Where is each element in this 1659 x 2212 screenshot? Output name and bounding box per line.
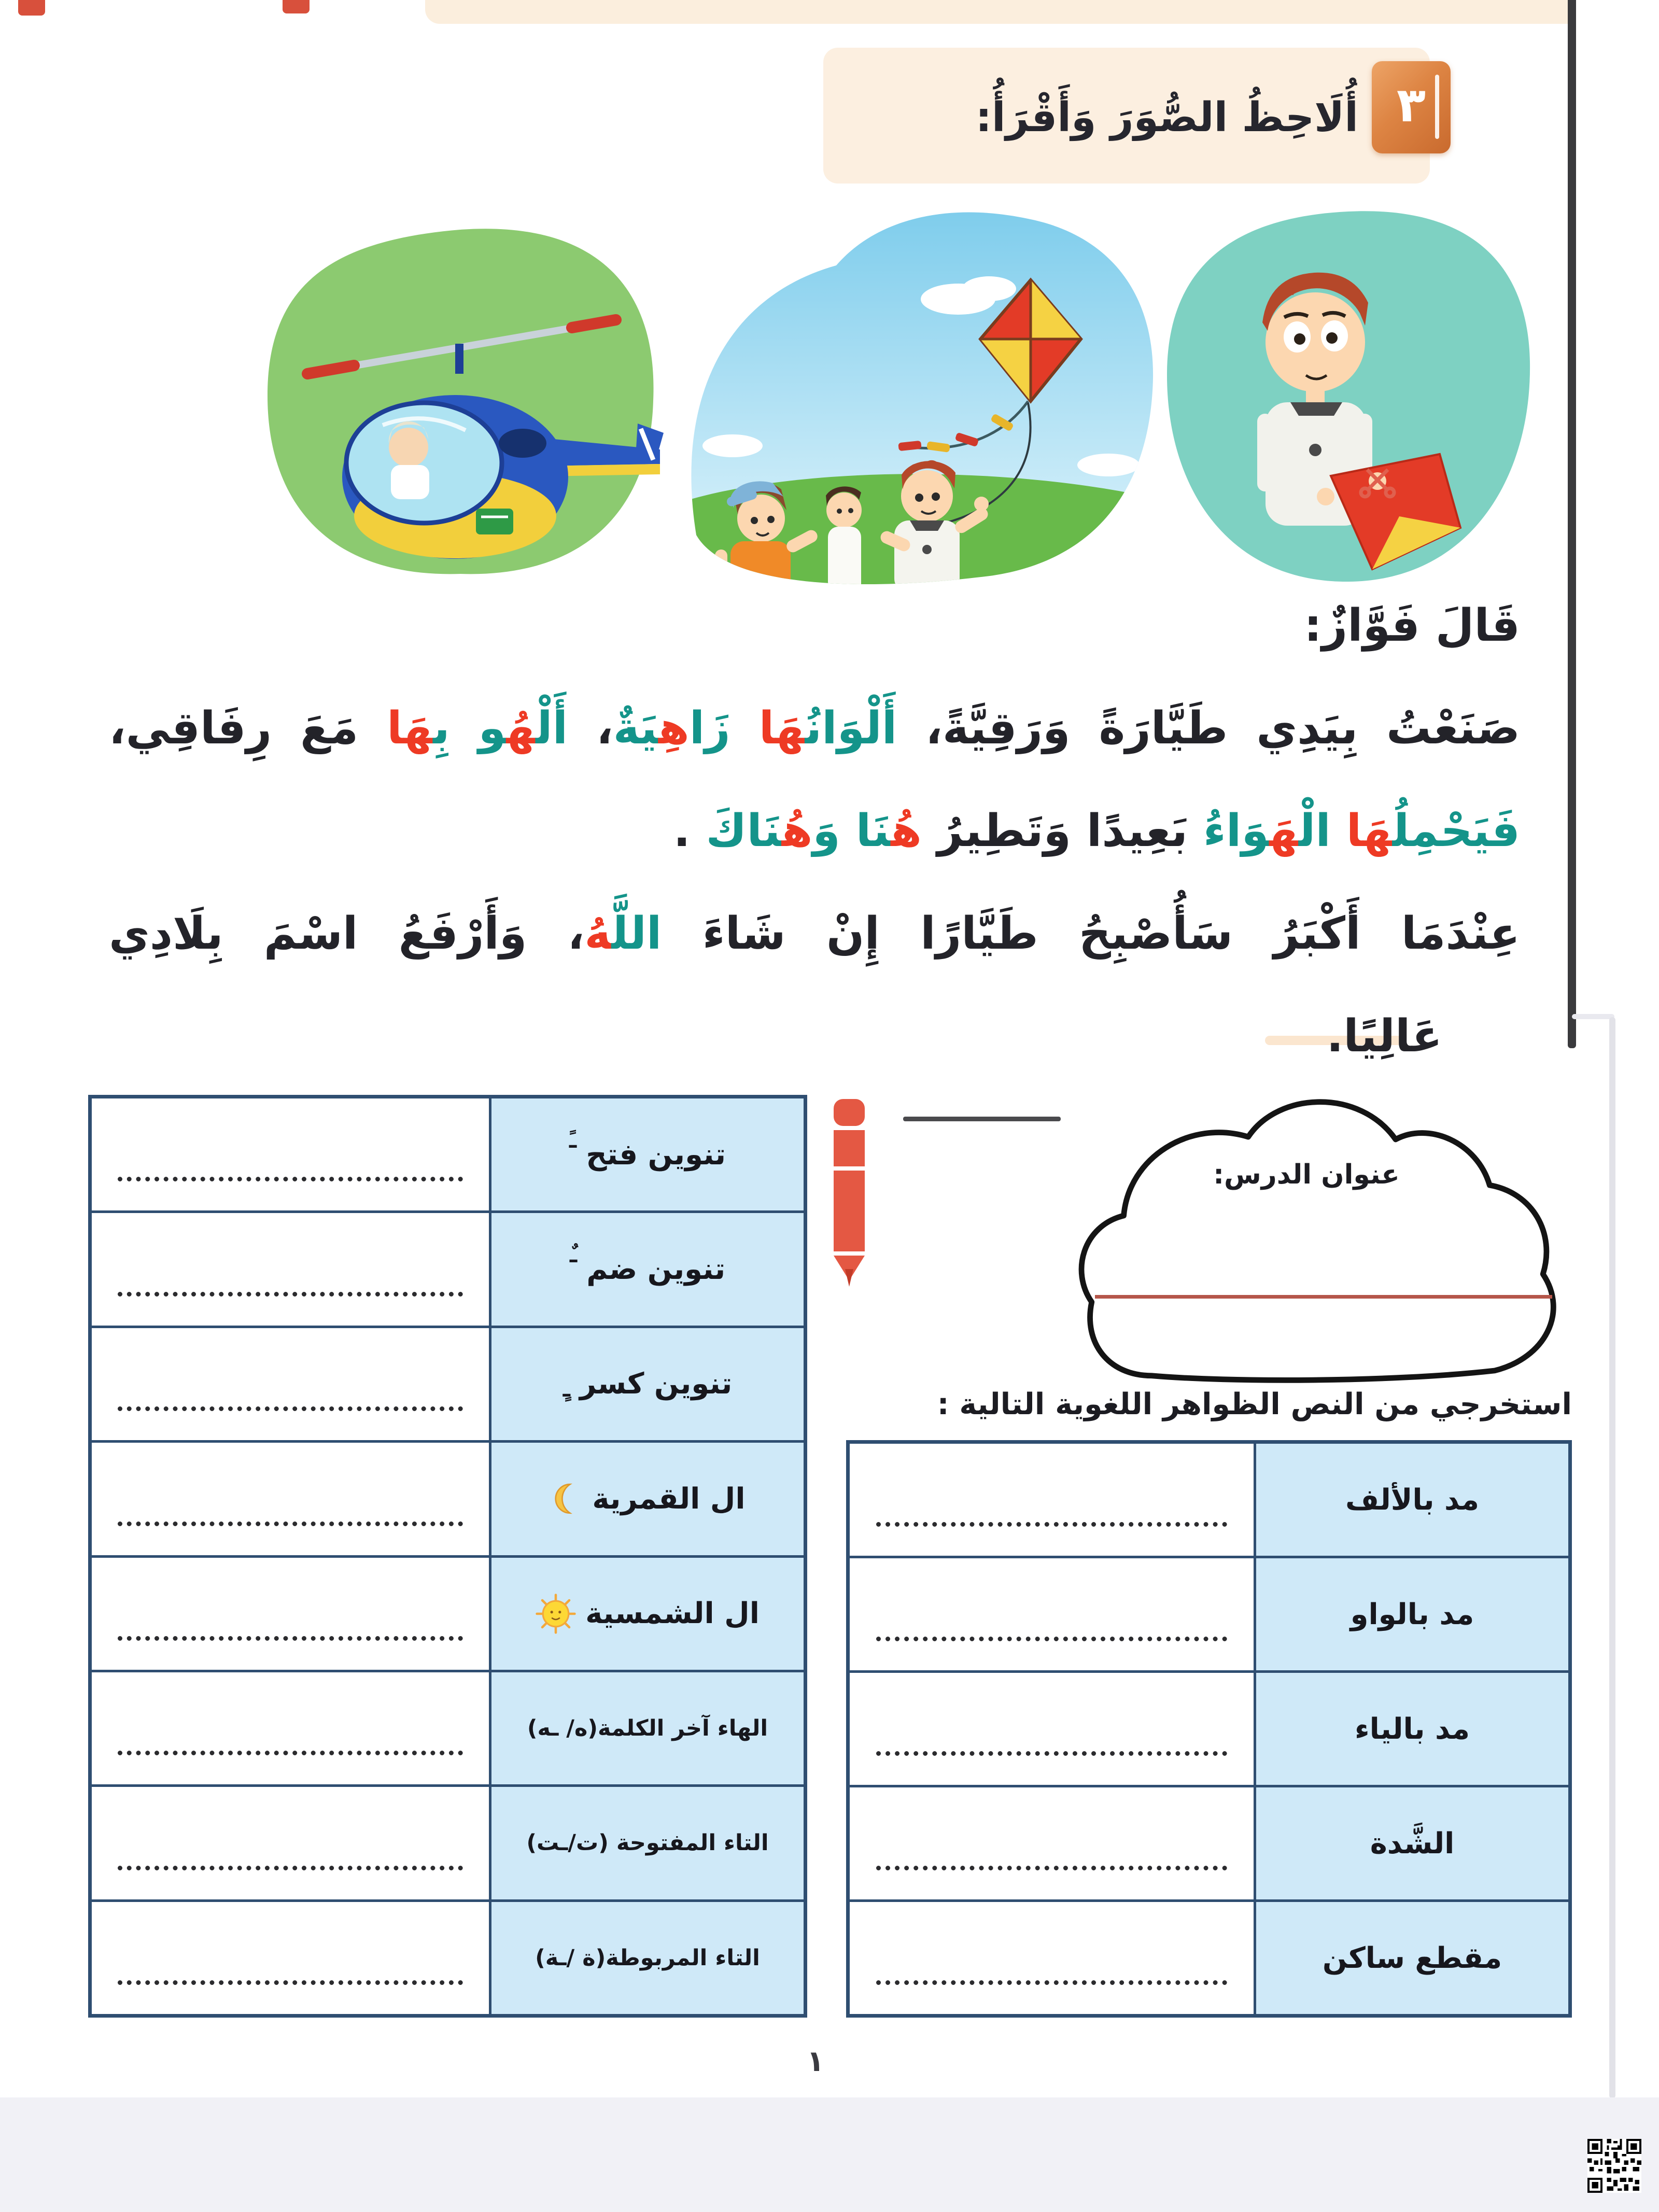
highlight-red-letter: ‍هَا	[758, 702, 805, 754]
worksheet-page-edge	[1609, 1017, 1615, 2098]
reading-passage	[109, 574, 1520, 1088]
tanwin-mark: ـٍ	[563, 1376, 571, 1402]
highlight-teal-word: الْ‍	[1299, 805, 1346, 857]
row-label-cell	[1254, 1444, 1568, 1556]
page-artifact-red	[283, 0, 310, 13]
passage-text: صَنَعْتُ بِيَدِي طَيَّارَةً وَرَقِيَّةً،	[897, 702, 1520, 754]
table-row	[850, 1899, 1568, 2014]
row-label: تنوين ضم	[586, 1252, 726, 1287]
row-label: ال القمرية	[592, 1482, 746, 1516]
tanwin-mark: ـٌ	[569, 1242, 578, 1268]
teal-blob	[1167, 211, 1530, 582]
kite-flying-illustration	[665, 203, 1160, 592]
answer-cell	[92, 1558, 489, 1670]
highlight-teal-word: ‍نَاكَ	[706, 805, 782, 857]
phenomena-table	[846, 1440, 1572, 2018]
page-edge-line	[1568, 0, 1576, 1048]
top-page-strip	[425, 0, 1569, 24]
table-row	[92, 1784, 804, 1899]
passage-line	[109, 985, 1520, 1088]
row-label: الشَّدة	[1370, 1826, 1455, 1861]
row-label-cell	[489, 1328, 804, 1440]
row-label: تنوين فتح	[586, 1137, 726, 1172]
row-label-cell	[1254, 1558, 1568, 1670]
table-row	[850, 1556, 1568, 1670]
highlight-teal-word: ‍وَاءُ	[1203, 805, 1270, 857]
passage-text: مَعَ رِفَاقِي،	[109, 702, 387, 754]
answer-cell	[92, 1443, 489, 1555]
answer-dots	[876, 1637, 1228, 1641]
highlight-red-letter: هُ‍	[781, 805, 813, 857]
passage-line	[109, 780, 1520, 882]
passage-text: ، وَأَرْفَعُ اسْمَ بِلَادِي	[109, 908, 585, 960]
answer-cell	[92, 1787, 489, 1899]
table-row	[92, 1670, 804, 1784]
row-label: مد بالألف	[1345, 1483, 1479, 1517]
answer-cell	[92, 1672, 489, 1784]
exercise-title	[850, 79, 1358, 157]
answer-cell	[850, 1444, 1254, 1556]
highlight-teal-word: فَيَحْمِلُ‍	[1392, 805, 1520, 857]
row-label-cell	[489, 1098, 804, 1210]
passage-line	[109, 677, 1520, 780]
row-label-cell	[489, 1443, 804, 1555]
answer-cell	[850, 1787, 1254, 1899]
highlight-teal-word: زَا	[689, 702, 759, 754]
row-label-cell	[1254, 1902, 1568, 2014]
qr-code	[1587, 2139, 1641, 2193]
row-label-cell	[489, 1672, 804, 1784]
answer-dots	[876, 1751, 1228, 1756]
answer-dots	[876, 1980, 1228, 1985]
answer-dots	[118, 1866, 463, 1870]
page-artifact-red	[18, 0, 45, 16]
answer-cell	[92, 1213, 489, 1325]
row-label: مد بالياء	[1354, 1712, 1470, 1746]
passage-intro	[109, 574, 1520, 677]
passage-text: .	[673, 805, 706, 857]
crescent-moon-icon	[550, 1482, 583, 1515]
passage-line	[109, 882, 1520, 985]
bottom-page-strip	[0, 2097, 1659, 2212]
answer-dots	[118, 1406, 463, 1411]
row-label: التاء المفتوحة (ت/ـت)	[526, 1830, 769, 1856]
passage-text: عِنْدَمَا أَكْبَرُ سَأُصْبِحُ طَيَّارًا إِنْ شَاءَ	[662, 908, 1520, 960]
row-label: مد بالواو	[1350, 1597, 1474, 1631]
answer-cell	[92, 1902, 489, 2014]
highlight-teal-word: ‍يَةٌ	[613, 702, 659, 754]
row-label: ال الشمسية	[585, 1597, 760, 1631]
exercise-title-text: أُلَاحِظُ الصُّوَرَ وَأَقْرَأُ:	[975, 94, 1358, 141]
highlight-teal-word: أَلْ‍	[536, 702, 568, 754]
table-row	[850, 1785, 1568, 1899]
worksheet-page-edge	[1572, 1014, 1614, 1019]
row-label: مقطع ساكن	[1322, 1941, 1502, 1975]
answer-dots	[118, 1177, 463, 1181]
sun-icon	[536, 1594, 576, 1634]
answer-dots	[876, 1522, 1228, 1527]
lesson-title-label: عنوان الدرس:	[1213, 1159, 1400, 1190]
row-label-cell	[489, 1213, 804, 1325]
passage-text: بَعِيدًا وَتَطِيرُ	[921, 805, 1203, 857]
answer-cell	[92, 1098, 489, 1210]
highlight-red-letter: ‍هُ	[584, 908, 612, 960]
row-label: الهاء آخر الكلمة(ه/ ـه)	[527, 1715, 768, 1742]
passage-text: عَالِيًا.	[1326, 1010, 1442, 1062]
row-label: تنوين كسر	[580, 1367, 733, 1401]
tanwin-mark: ـً	[569, 1127, 577, 1153]
exercise-number: ٣	[1396, 77, 1426, 133]
row-label-cell	[1254, 1673, 1568, 1785]
badge-bar	[1435, 75, 1439, 139]
table-row	[92, 1555, 804, 1670]
page-number: ١	[806, 2045, 825, 2078]
answer-dots	[118, 1292, 463, 1297]
exercise-number-badge	[1372, 61, 1451, 153]
highlight-red-letter: ‍هَ‍	[1269, 805, 1299, 857]
highlight-red-letter: ‍هَا	[1346, 805, 1393, 857]
highlight-teal-word: اللَّ‍	[611, 908, 662, 960]
answer-dots	[118, 1521, 463, 1526]
table-row	[92, 1899, 804, 2014]
answer-cell	[850, 1673, 1254, 1785]
worksheet-instruction: استخرجي من النص الظواهر اللغوية التالية :	[937, 1387, 1572, 1421]
table-row	[92, 1210, 804, 1325]
row-label: التاء المربوطة(ة /ـة)	[535, 1945, 760, 1971]
answer-cell	[850, 1558, 1254, 1670]
phonics-table	[88, 1095, 807, 2018]
highlight-red-letter: ‍هُ‍	[506, 702, 536, 754]
table-row	[850, 1670, 1568, 1785]
lesson-title-cloud	[1060, 1098, 1573, 1384]
passage-text: ،	[568, 702, 613, 754]
answer-dots	[118, 1751, 463, 1755]
connector-line	[903, 1117, 1061, 1121]
highlight-teal-word: ‍و بِ‍	[433, 702, 507, 754]
answer-cell	[92, 1328, 489, 1440]
row-label-cell	[489, 1558, 804, 1670]
highlight-teal-word: أَلْوَانُ‍	[805, 702, 897, 754]
highlight-red-letter: هِ‍	[658, 702, 690, 754]
boy-with-kite-illustration	[1160, 206, 1537, 586]
highlight-teal-word: ‍نَا وَ	[812, 805, 891, 857]
answer-dots	[118, 1980, 463, 1985]
pencil-icon	[827, 1098, 871, 1288]
table-row	[92, 1098, 804, 1210]
passage-intro-text: قَالَ فَوَّازٌ:	[1304, 600, 1520, 652]
row-label-cell	[489, 1787, 804, 1899]
row-label-cell	[489, 1902, 804, 2014]
helicopter-illustration	[253, 220, 670, 583]
highlight-red-letter: هُ‍	[891, 805, 922, 857]
table-row	[92, 1440, 804, 1555]
highlight-red-letter: ‍هَا	[387, 702, 433, 754]
lesson-title-answer-line	[1095, 1295, 1552, 1299]
answer-cell	[850, 1902, 1254, 2014]
answer-dots	[118, 1636, 463, 1641]
table-row	[850, 1444, 1568, 1556]
row-label-cell	[1254, 1787, 1568, 1899]
answer-dots	[876, 1866, 1228, 1870]
table-row	[92, 1326, 804, 1440]
